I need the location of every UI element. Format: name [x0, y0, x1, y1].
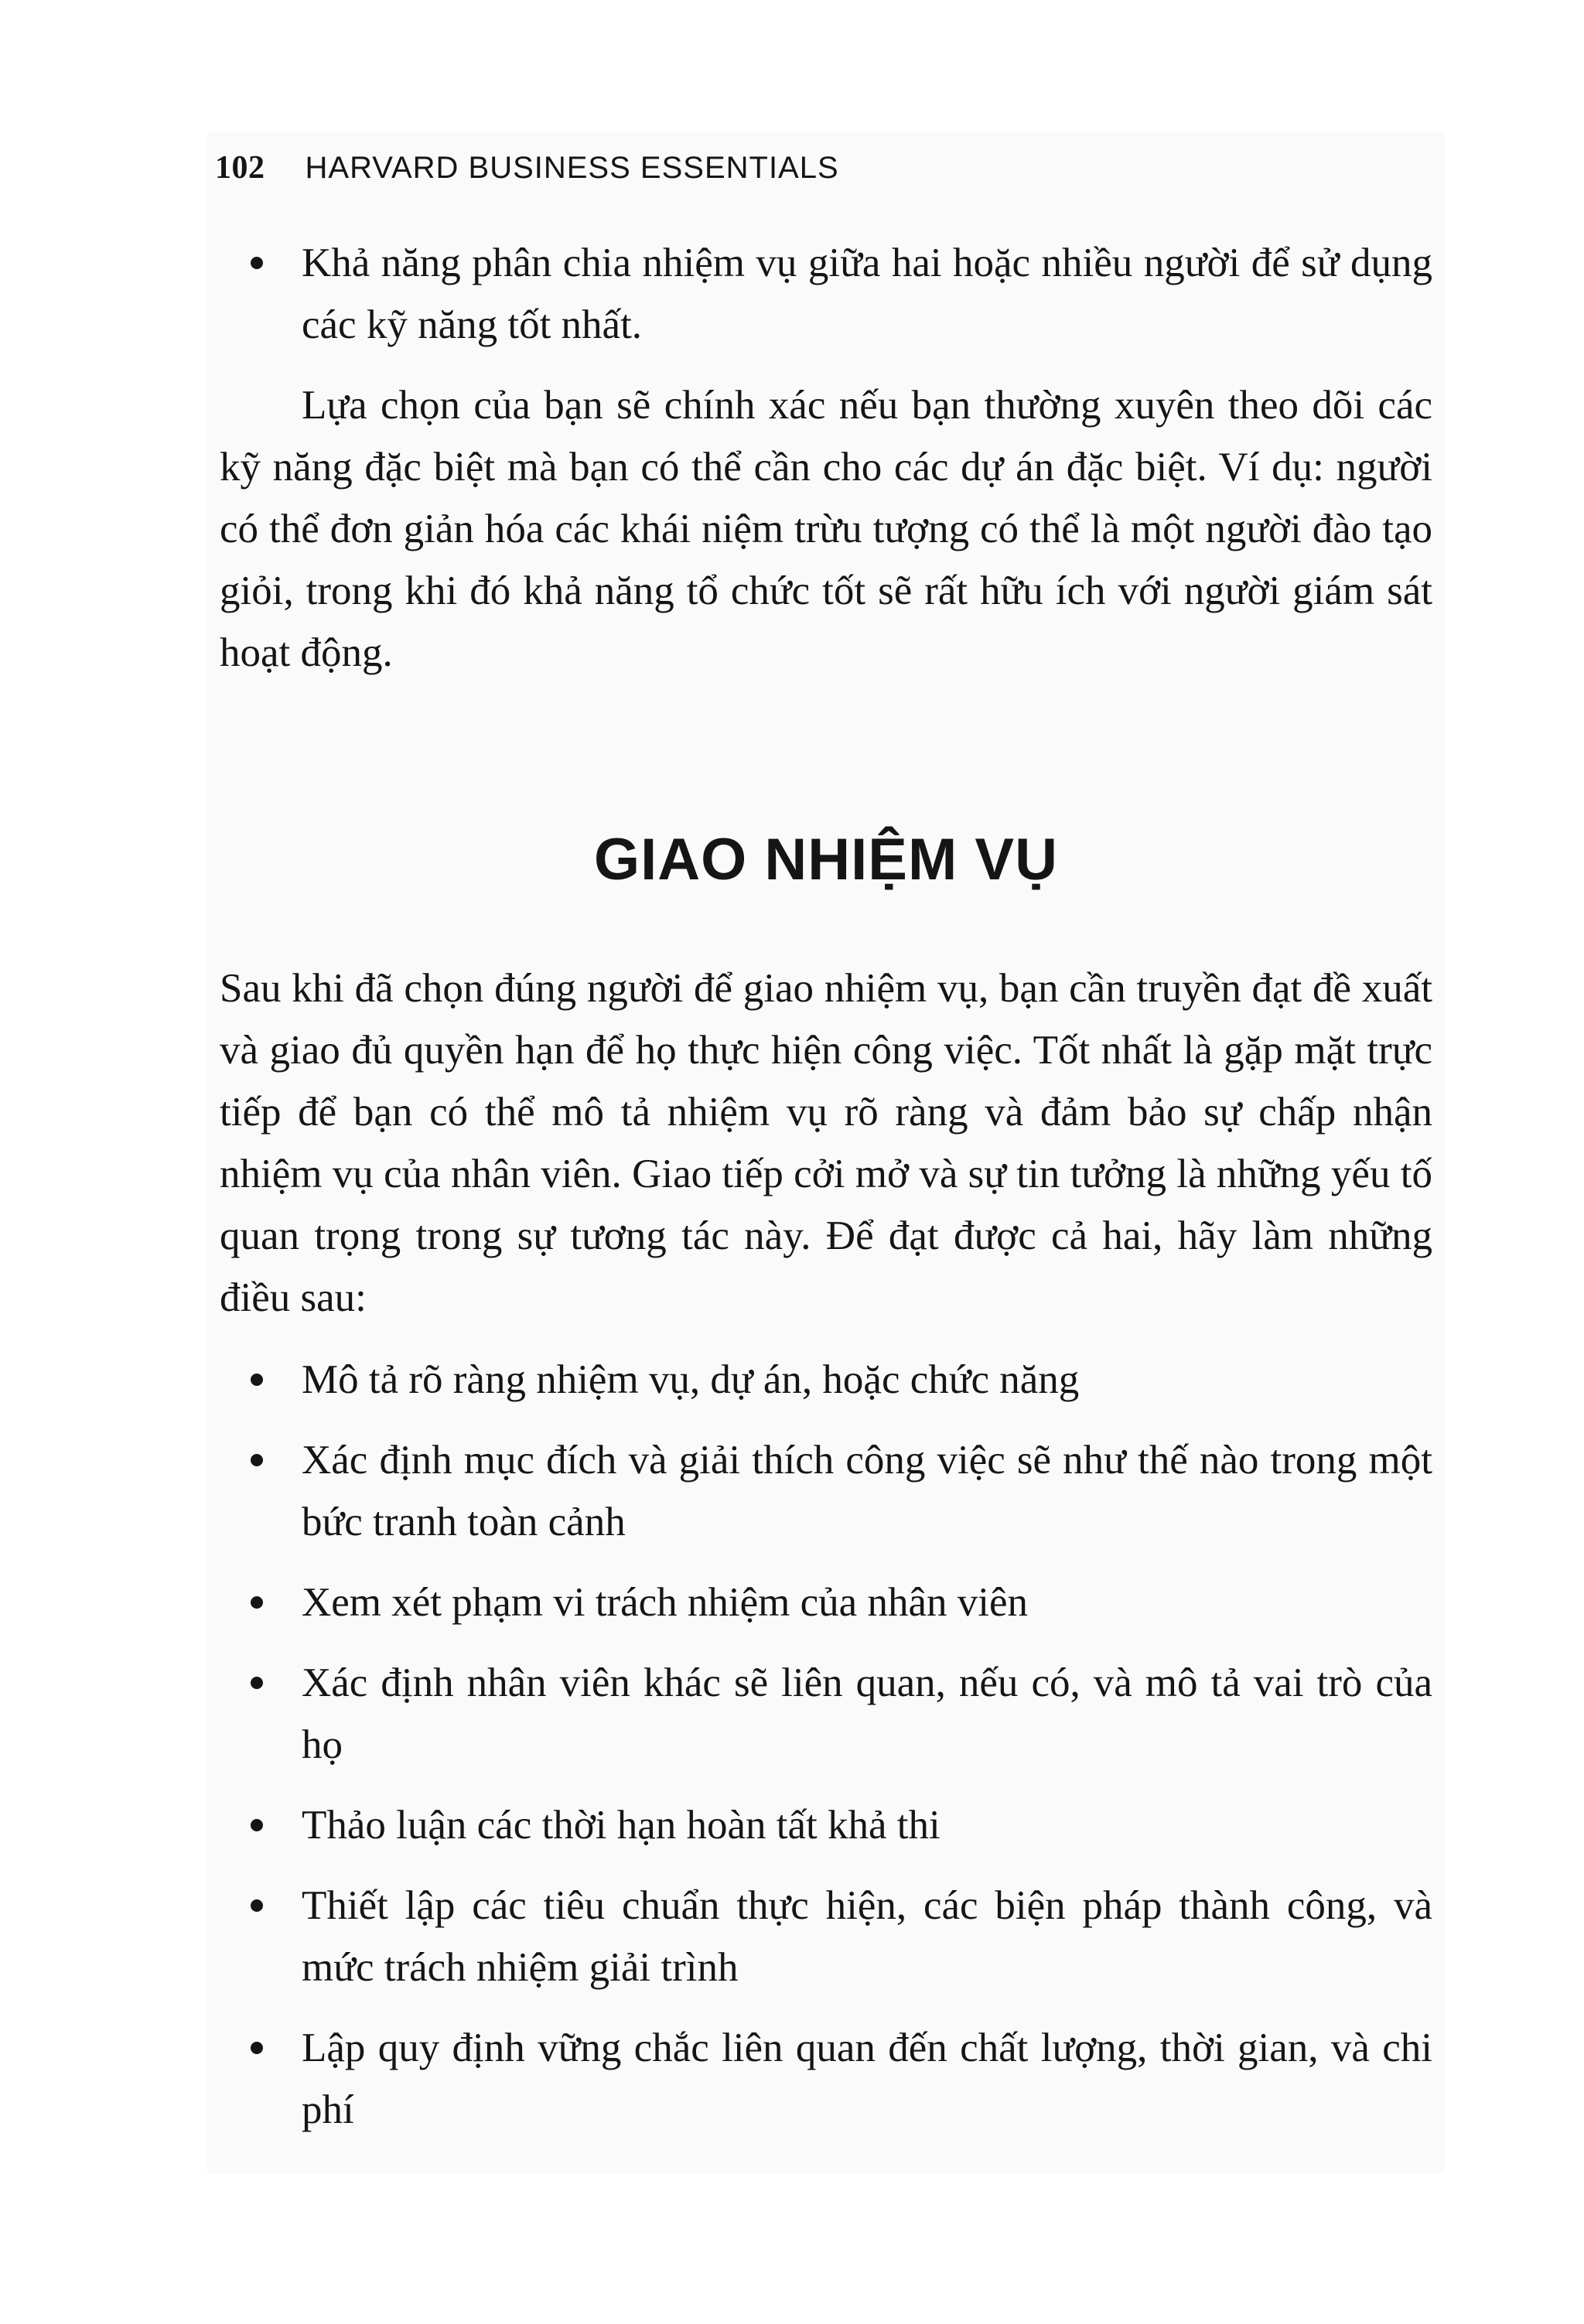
- list-item: [220, 1349, 1432, 1411]
- list-item: [220, 1652, 1432, 1776]
- list-item-text: Khả năng phân chia nhiệm vụ giữa hai hoặc nhiều người để sử dụng các kỹ năng tốt nhất.: [302, 241, 1432, 347]
- list-item-text: Lập quy định vững chắc liên quan đến chất lượng, thời gian, và chi phí: [302, 2025, 1432, 2132]
- book-title: HARVARD BUSINESS ESSENTIALS: [305, 151, 839, 185]
- list-item-text: Xác định nhân viên khác sẽ liên quan, nếu có, và mô tả vai trò của họ: [302, 1660, 1432, 1767]
- page-content: [220, 232, 1432, 2159]
- list-item-text: Mô tả rõ ràng nhiệm vụ, dự án, hoặc chức năng: [302, 1357, 1080, 1402]
- list-item-text: Xác định mục đích và giải thích công việc sẽ như thế nào trong một bức tranh toàn cảnh: [302, 1438, 1432, 1544]
- list-item: [220, 1875, 1432, 1998]
- bullet-icon: [251, 2042, 263, 2054]
- list-item: [220, 1429, 1432, 1553]
- list-item-text: Thảo luận các thời hạn hoàn tất khả thi: [302, 1803, 940, 1848]
- page-number: 102: [215, 150, 265, 186]
- section-heading: GIAO NHIỆM VỤ: [594, 827, 1058, 892]
- list-item: [220, 1794, 1432, 1856]
- list-item: [220, 2017, 1432, 2141]
- bullet-icon: [251, 1819, 263, 1831]
- intro-bullet-list: [220, 232, 1432, 356]
- list-item: [220, 232, 1432, 356]
- bullet-icon: [251, 257, 263, 269]
- intro-paragraph: Lựa chọn của bạn sẽ chính xác nếu bạn thường xuyên theo dõi các kỹ năng đặc biệt mà bạn có thể cần cho các dự án đặc biệt. Ví dụ: người có thể đơn giản hóa các khái niệm trừu tượng có thể là một người đào tạo giỏi, trong khi đó khả năng tổ chức tốt sẽ rất hữu ích với người giám sát hoạt động.: [220, 383, 1432, 675]
- bullet-icon: [251, 1677, 263, 1689]
- section-paragraph: Sau khi đã chọn đúng người để giao nhiệm vụ, bạn cần truyền đạt đề xuất và giao đủ quyền hạn để họ thực hiện công việc. Tốt nhất là gặp mặt trực tiếp để bạn có thể mô tả nhiệm vụ rõ ràng và đảm bảo sự chấp nhận nhiệm vụ của nhân viên. Giao tiếp cởi mở và sự tin tưởng là những yếu tố quan trọng trong sự tương tác này. Để đạt được cả hai, hãy làm những điều sau:: [220, 966, 1432, 1320]
- section-bullet-list: [220, 1349, 1432, 2141]
- bullet-icon: [251, 1596, 263, 1609]
- bullet-icon: [251, 1454, 263, 1466]
- list-item: [220, 1572, 1432, 1633]
- list-item-text: Thiết lập các tiêu chuẩn thực hiện, các biện pháp thành công, và mức trách nhiệm giải trình: [302, 1883, 1432, 1990]
- bullet-icon: [251, 1374, 263, 1386]
- bullet-icon: [251, 1899, 263, 1912]
- list-item-text: Xem xét phạm vi trách nhiệm của nhân viên: [302, 1580, 1028, 1625]
- running-header: [215, 149, 839, 196]
